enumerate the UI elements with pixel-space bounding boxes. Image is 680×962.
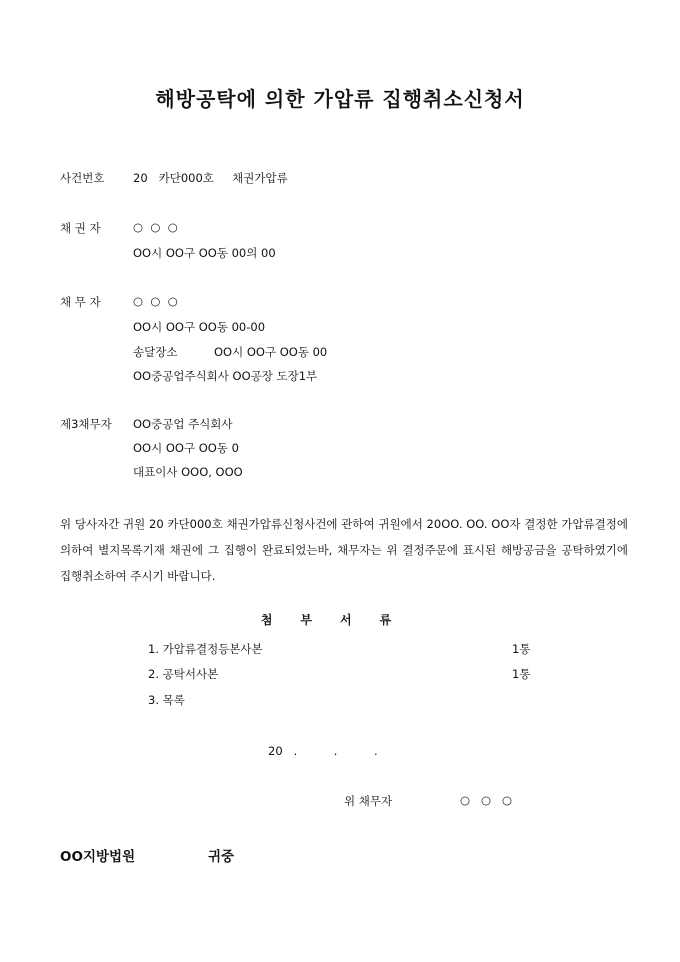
third-debtor-name: OO중공업 주식회사 [133,417,233,431]
filing-date: 20 . . . [268,744,378,758]
signer-name: ○ ○ ○ [460,793,513,807]
debtor-delivery-address: OO시 OO구 OO동 00 [214,345,328,359]
document-title: 해방공탁에 의한 가압류 집행취소신청서 [155,87,525,111]
creditor-address: OO시 OO구 OO동 00의 00 [133,246,276,260]
case-number-label: 사건번호 [60,171,105,185]
debtor-label: 채 무 자 [60,295,101,309]
case-number-value: 20 카단000호 채권가압류 [133,171,288,185]
signer-label: 위 채무자 [344,794,393,808]
creditor-label: 채 권 자 [60,221,101,235]
debtor-address: OO시 OO구 OO동 00-00 [133,320,266,334]
attachment-item: 2. 공탁서사본 [148,667,219,681]
court-suffix: 귀중 [208,849,235,865]
court-name: OO지방법원 [60,849,136,865]
debtor-delivery-label: 송달장소 [133,345,178,359]
body-paragraph: 위 당사자간 귀원 20 카단000호 채권가압류신청사건에 관하여 귀원에서 20OO. OO. OO자 결정한 가압류결정에 의하여 별지목록기재 채권에 그 집행이 완료되었는바, 채무자는 위 결정주문에 표시된 해방공금을 공탁하였기에 집행취소하여 주시기 바랍니다. [60,517,628,583]
attachments-title: 첨부서류 [260,613,420,627]
attachment-item: 1. 가압류결정등본사본 [148,642,263,656]
attachment-qty: 1통 [512,642,531,656]
third-debtor-representative: 대표이사 OOO, OOO [133,465,243,479]
debtor-delivery-company: OO중공업주식회사 OO공장 도장1부 [133,369,318,383]
attachment-item: 3. 목록 [148,693,185,707]
third-debtor-label: 제3채무자 [60,417,112,431]
attachment-qty: 1통 [512,667,531,681]
third-debtor-address: OO시 OO구 OO동 0 [133,441,239,455]
debtor-name: ○ ○ ○ [133,294,178,308]
creditor-name: ○ ○ ○ [133,220,178,234]
